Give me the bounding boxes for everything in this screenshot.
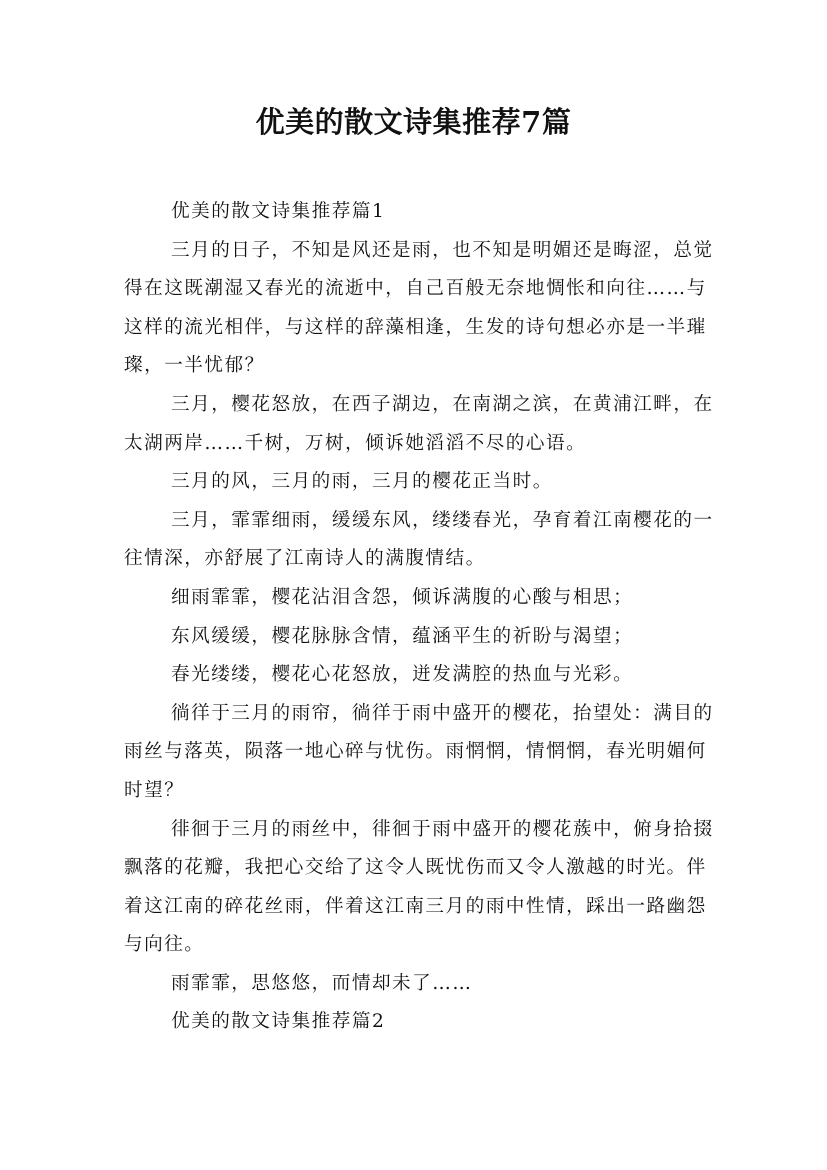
document-body [124,193,714,1042]
paragraph: 徜徉于三月的雨帘，徜徉于雨中盛开的樱花，抬望处：满目的雨丝与落英，陨落一地心碎与忧伤。雨惘惘，情惘惘，春光明媚何时望？ [124,702,714,801]
paragraph: 三月的风，三月的雨，三月的樱花正当时。 [171,471,553,493]
section-heading-2: 优美的散文诗集推荐篇2 [171,1011,386,1033]
section-heading-1: 优美的散文诗集推荐篇1 [171,201,386,222]
paragraph: 三月，霏霏细雨，缓缓东风，缕缕春光，孕育着江南樱花的一往情深，亦舒展了江南诗人的满腹情结。 [124,509,714,570]
paragraph: 春光缕缕，樱花心花怒放，迸发满腔的热血与光彩。 [171,664,634,686]
paragraph: 东风缓缓，樱花脉脉含情，蕴涵平生的祈盼与渴望； [171,625,634,647]
paragraph: 三月的日子，不知是风还是雨，也不知是明媚还是晦涩，总觉得在这既潮湿又春光的流逝中，自己百般无奈地惆怅和向往……与这样的流光相伴，与这样的辞藻相逢，生发的诗句想必亦是一半璀璨，一半忧郁？ [124,239,714,377]
document-title: 优美的散文诗集推荐7篇 [255,105,572,139]
paragraph: 三月，樱花怒放，在西子湖边，在南湖之滨，在黄浦江畔，在太湖两岸……千树，万树，倾诉她滔滔不尽的心语。 [124,393,714,454]
paragraph: 雨霏霏，思悠悠，而情却未了…… [171,972,473,994]
paragraph: 细雨霏霏，樱花沾泪含怨，倾诉满腹的心酸与相思； [171,586,634,608]
paragraph: 徘徊于三月的雨丝中，徘徊于雨中盛开的樱花蔟中，俯身拾掇飘落的花瓣，我把心交给了这令人既忧伤而又令人激越的时光。伴着这江南的碎花丝雨，伴着这江南三月的雨中性情，踩出一路幽怨与向往。 [124,818,714,956]
